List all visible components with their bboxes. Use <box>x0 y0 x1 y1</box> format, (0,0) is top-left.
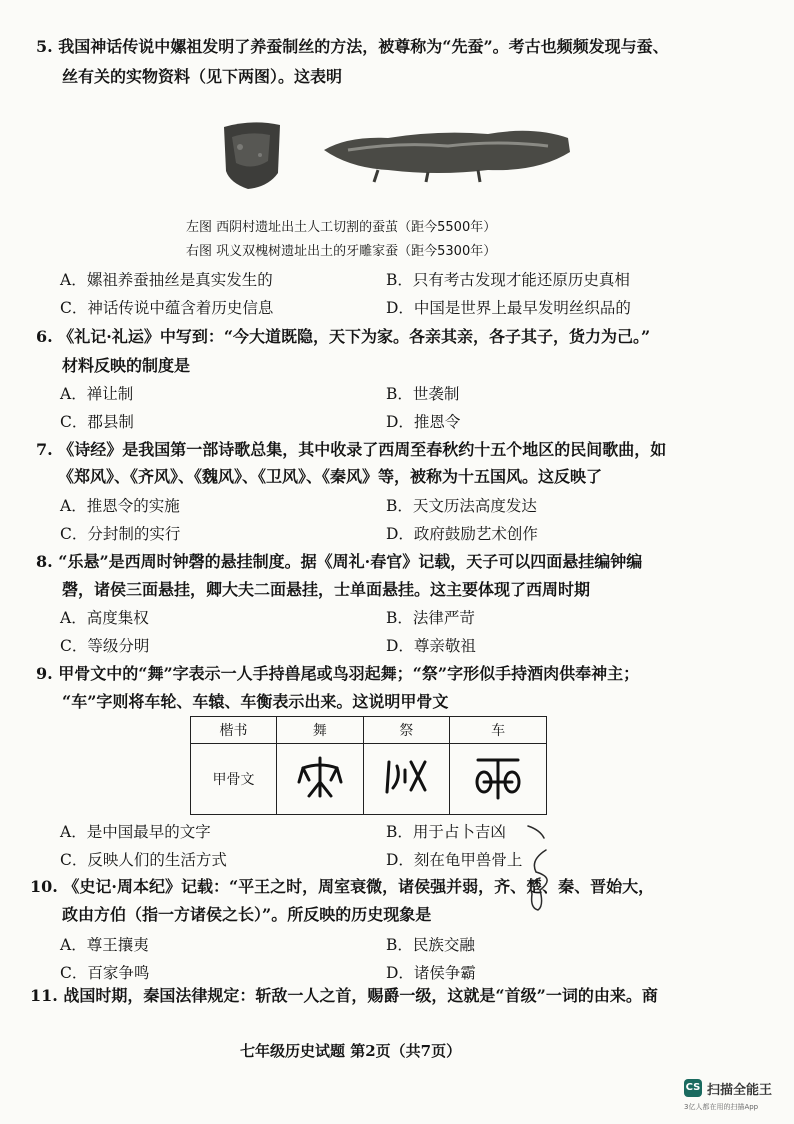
q7-option-d: D．政府鼓励艺术创作 <box>386 525 538 543</box>
q6-option-a: A．禅让制 <box>60 385 134 403</box>
q10-option-b: B．民族交融 <box>386 936 475 954</box>
q9-option-b: B．用于占卜吉凶 <box>386 823 506 841</box>
q6-stem-line1: 6. 《礼记·礼运》中写到：“今大道既隐，天下为家。各亲其亲，各子其子，货力为己。” <box>36 327 651 346</box>
scanner-tagline: 3亿人都在用的扫描App <box>684 1103 759 1111</box>
q7-option-b: B．天文历法高度发达 <box>386 497 537 515</box>
camscanner-logo-icon: CS <box>684 1079 702 1097</box>
oracle-wu-glyph <box>277 744 364 815</box>
oracle-ji-glyph <box>363 744 450 815</box>
q6-option-c: C．郡县制 <box>60 413 134 431</box>
q7-stem-line2: 《郑风》、《齐风》、《魏风》、《卫风》、《秦风》等，被称为十五国风。这反映了 <box>58 467 603 486</box>
q7-stem-line1: 7. 《诗经》是我国第一部诗歌总集，其中收录了西周至春秋约十五个地区的民间歌曲，如 <box>36 440 667 459</box>
q5-stem-line1: 5. 我国神话传说中嫘祖发明了养蚕制丝的方法，被尊称为“先蚕”。考古也频频发现与蚕、 <box>36 37 669 56</box>
q5-option-c: C．神话传说中蕴含着历史信息 <box>60 299 274 317</box>
q11-stem-line1: 11. 战国时期，秦国法律规定：斩敌一人之首，赐爵一级，这就是“首级”一词的由来。商 <box>30 986 658 1005</box>
q9-option-a: A．是中国最早的文字 <box>60 823 211 841</box>
table-header-wu: 舞 <box>277 717 364 744</box>
silk-cocoon-image <box>218 117 286 193</box>
q9-option-c: C．反映人们的生活方式 <box>60 851 227 869</box>
q5-option-a: A．嫘祖养蚕抽丝是真实发生的 <box>60 271 273 289</box>
scanner-app-name: 扫描全能王 <box>707 1083 773 1098</box>
q10-stem-line1: 10. 《史记·周本纪》记载：“平王之时，周室衰微，诸侯强并弱，齐、楚、秦、晋始大， <box>30 877 655 896</box>
caption-left-image: 左图 西阴村遗址出土人工切割的蚕茧（距今5500年） <box>186 220 497 235</box>
q5-option-d: D．中国是世界上最早发明丝织品的 <box>386 299 631 317</box>
table-header-ji: 祭 <box>363 717 450 744</box>
q6-option-b: B．世袭制 <box>386 385 460 403</box>
q6-option-d: D．推恩令 <box>386 413 461 431</box>
caption-right-image: 右图 巩义双槐树遗址出土的牙雕家蚕（距今5300年） <box>186 244 497 259</box>
q8-option-a: A．高度集权 <box>60 609 149 627</box>
q10-option-c: C．百家争鸣 <box>60 964 150 982</box>
handwritten-pen-mark <box>500 820 580 920</box>
table-row-label-oracle: 甲骨文 <box>191 744 277 815</box>
oracle-bone-table <box>190 716 547 815</box>
q8-option-c: C．等级分明 <box>60 637 150 655</box>
q7-option-a: A．推恩令的实施 <box>60 497 180 515</box>
q7-option-c: C．分封制的实行 <box>60 525 181 543</box>
table-header-kaishu: 楷书 <box>191 717 277 744</box>
q8-option-b: B．法律严苛 <box>386 609 475 627</box>
q9-option-d: D．刻在龟甲兽骨上 <box>386 851 523 869</box>
ivory-silkworm-image <box>318 120 576 184</box>
q8-stem-line2: 磬，诸侯三面悬挂，卿大夫二面悬挂，士单面悬挂。这主要体现了西周时期 <box>62 580 591 599</box>
q10-stem-line2: 政由方伯（指一方诸侯之长）”。所反映的历史现象是 <box>62 905 432 924</box>
q6-stem-line2: 材料反映的制度是 <box>62 356 191 375</box>
q5-stem-line2: 丝有关的实物资料（见下两图）。这表明 <box>62 67 343 86</box>
q8-option-d: D．尊亲敬祖 <box>386 637 476 655</box>
page-footer: 七年级历史试题 第2页（共7页） <box>240 1042 462 1060</box>
q5-option-b: B．只有考古发现才能还原历史真相 <box>386 271 630 289</box>
table-header-che: 车 <box>450 717 547 744</box>
q9-stem-line1: 9. 甲骨文中的“舞”字表示一人手持兽尾或鸟羽起舞；“祭”字形似手持酒肉供奉神主； <box>36 664 640 683</box>
q10-option-d: D．诸侯争霸 <box>386 964 476 982</box>
oracle-che-glyph <box>450 744 547 815</box>
q10-option-a: A．尊王攘夷 <box>60 936 149 954</box>
q9-stem-line2: “车”字则将车轮、车辕、车衡表示出来。这说明甲骨文 <box>62 692 449 711</box>
q8-stem-line1: 8. “乐悬”是西周时钟磬的悬挂制度。据《周礼·春官》记载，天子可以四面悬挂编钟编 <box>36 552 643 571</box>
